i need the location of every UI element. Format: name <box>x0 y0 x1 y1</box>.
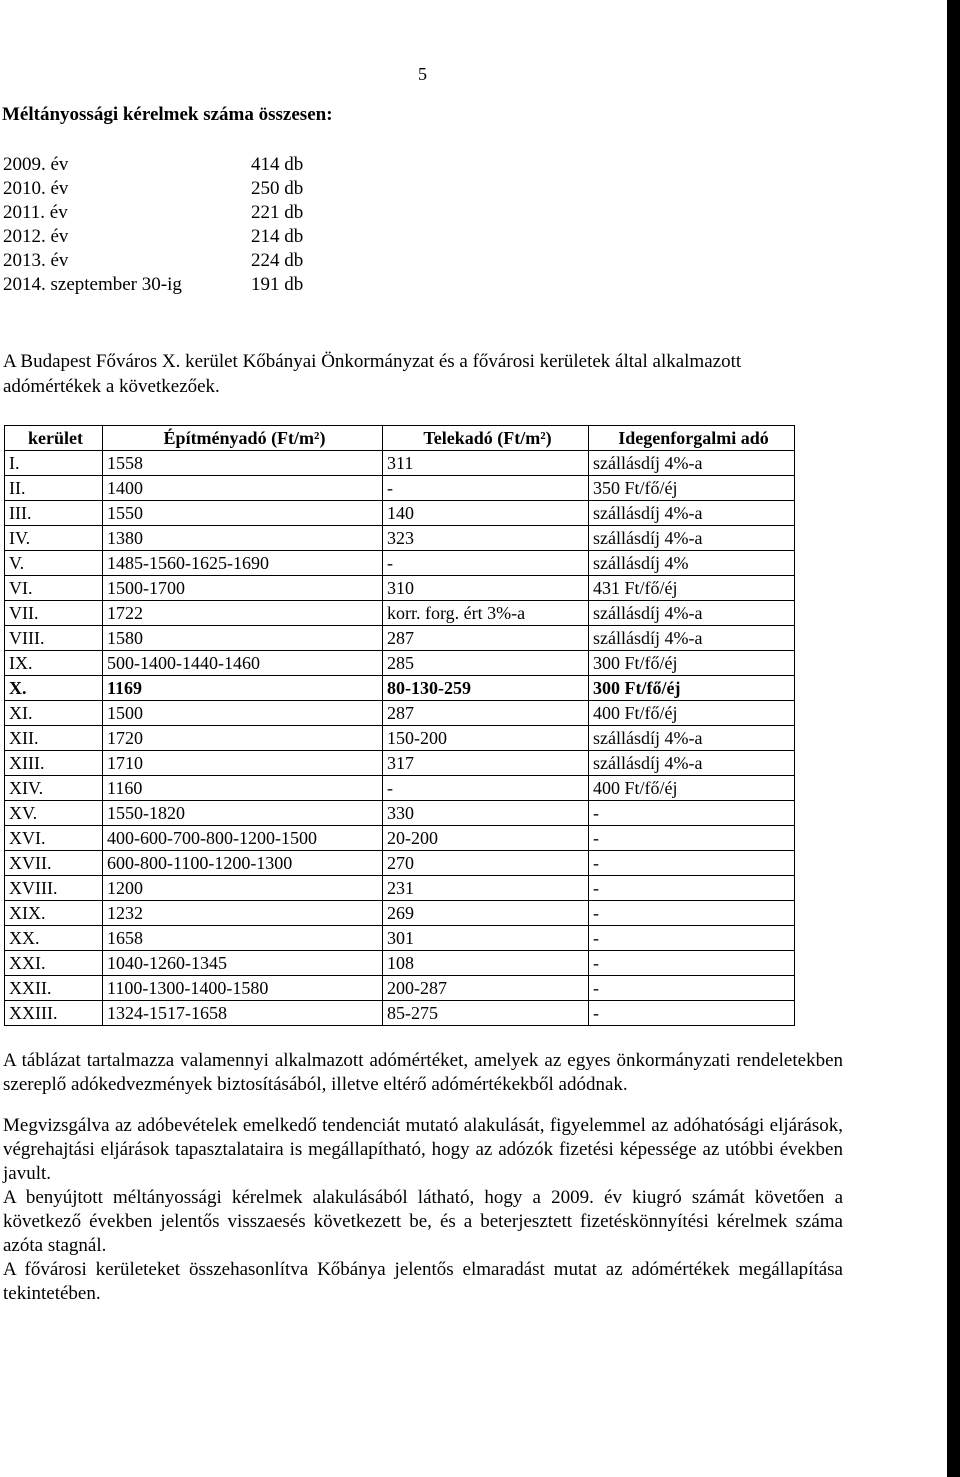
cell-tourism-tax: 431 Ft/fő/éj <box>589 576 795 601</box>
cell-tourism-tax: - <box>589 901 795 926</box>
cell-tourism-tax: szállásdíj 4%-a <box>589 526 795 551</box>
tax-rates-table <box>4 425 795 1026</box>
cell-land-tax: 20-200 <box>383 826 589 851</box>
cell-land-tax: 231 <box>383 876 589 901</box>
cell-tourism-tax: szállásdíj 4%-a <box>589 451 795 476</box>
stat-row <box>3 225 331 249</box>
cell-land-tax: 269 <box>383 901 589 926</box>
cell-building-tax: 1720 <box>103 726 383 751</box>
stat-row <box>3 273 331 297</box>
cell-tourism-tax: - <box>589 851 795 876</box>
cell-land-tax: 285 <box>383 651 589 676</box>
table-row <box>5 751 795 776</box>
table-row <box>5 601 795 626</box>
table-row <box>5 801 795 826</box>
cell-district: XVIII. <box>5 876 103 901</box>
cell-building-tax: 1232 <box>103 901 383 926</box>
table-row <box>5 726 795 751</box>
cell-tourism-tax: szállásdíj 4%-a <box>589 726 795 751</box>
table-row <box>5 876 795 901</box>
stat-value: 414 db <box>251 154 304 175</box>
cell-district: XXI. <box>5 951 103 976</box>
cell-district: XXIII. <box>5 1001 103 1026</box>
cell-land-tax: 108 <box>383 951 589 976</box>
cell-tourism-tax: 300 Ft/fő/éj <box>589 676 795 701</box>
stat-label: 2011. év <box>3 202 68 223</box>
cell-land-tax: 200-287 <box>383 976 589 1001</box>
cell-land-tax: 287 <box>383 626 589 651</box>
cell-tourism-tax: - <box>589 876 795 901</box>
cell-land-tax: 140 <box>383 501 589 526</box>
cell-building-tax: 1100-1300-1400-1580 <box>103 976 383 1001</box>
paragraph: Megvizsgálva az adóbevételek emelkedő tendenciát mutató alakulását, figyelemmel az adóhatósági eljárások, végrehajtási eljárások tapasztalataira is megállapítható, hogy az adózók fizetési képessége az utóbbi években javult. <box>3 1115 843 1184</box>
cell-land-tax: 301 <box>383 926 589 951</box>
cell-district: II. <box>5 476 103 501</box>
cell-building-tax: 1658 <box>103 926 383 951</box>
cell-tourism-tax: - <box>589 1001 795 1026</box>
cell-tourism-tax: szállásdíj 4%-a <box>589 601 795 626</box>
table-row <box>5 476 795 501</box>
cell-tourism-tax: szállásdíj 4% <box>589 551 795 576</box>
cell-building-tax: 1500 <box>103 701 383 726</box>
cell-building-tax: 1040-1260-1345 <box>103 951 383 976</box>
cell-land-tax: 270 <box>383 851 589 876</box>
cell-land-tax: 80-130-259 <box>383 676 589 701</box>
stat-value: 250 db <box>251 178 304 199</box>
cell-tourism-tax: - <box>589 801 795 826</box>
cell-building-tax: 1160 <box>103 776 383 801</box>
cell-district: XV. <box>5 801 103 826</box>
cell-district: XVI. <box>5 826 103 851</box>
cell-land-tax: 317 <box>383 751 589 776</box>
cell-district: XVII. <box>5 851 103 876</box>
cell-tourism-tax: 400 Ft/fő/éj <box>589 701 795 726</box>
table-row <box>5 576 795 601</box>
table-body <box>5 451 795 1026</box>
cell-district: XIX. <box>5 901 103 926</box>
body-text <box>3 1049 843 1306</box>
cell-tourism-tax: - <box>589 826 795 851</box>
cell-land-tax: 311 <box>383 451 589 476</box>
cell-district: VIII. <box>5 626 103 651</box>
table-row <box>5 901 795 926</box>
cell-district: IX. <box>5 651 103 676</box>
paragraph: A benyújtott méltányossági kérelmek alakulásából látható, hogy a 2009. év kiugró számát követően a következő években jelentős visszaesés következett be, és a beterjesztett fizetéskönnyítési kérelmek száma azóta stagnál. <box>3 1187 843 1256</box>
cell-district: III. <box>5 501 103 526</box>
cell-land-tax: - <box>383 776 589 801</box>
cell-district: V. <box>5 551 103 576</box>
cell-district: XIV. <box>5 776 103 801</box>
table-row <box>5 701 795 726</box>
cell-building-tax: 500-1400-1440-1460 <box>103 651 383 676</box>
cell-district: I. <box>5 451 103 476</box>
cell-building-tax: 1200 <box>103 876 383 901</box>
table-row <box>5 651 795 676</box>
cell-building-tax: 1169 <box>103 676 383 701</box>
table-row <box>5 626 795 651</box>
cell-building-tax: 1324-1517-1658 <box>103 1001 383 1026</box>
stat-value: 224 db <box>251 250 304 271</box>
cell-land-tax: - <box>383 551 589 576</box>
cell-tourism-tax: szállásdíj 4%-a <box>589 626 795 651</box>
table-row <box>5 676 795 701</box>
header-land-tax: Telekadó (Ft/m²) <box>383 426 589 451</box>
stat-value: 191 db <box>251 274 304 295</box>
cell-land-tax: 287 <box>383 701 589 726</box>
table-row <box>5 1001 795 1026</box>
stat-label: 2009. év <box>3 154 69 175</box>
cell-building-tax: 1722 <box>103 601 383 626</box>
cell-building-tax: 1550 <box>103 501 383 526</box>
cell-tourism-tax: 300 Ft/fő/éj <box>589 651 795 676</box>
paragraph: A táblázat tartalmazza valamennyi alkalmazott adómértéket, amelyek az egyes önkormányzati rendeletekben szereplő adókedvezmények biztosításából, illetve eltérő adómértékekből adódnak. <box>3 1050 843 1095</box>
cell-building-tax: 400-600-700-800-1200-1500 <box>103 826 383 851</box>
paragraph: A fővárosi kerületeket összehasonlítva Kőbánya jelentős elmaradást mutat az adómértékek megállapítása tekintetében. <box>3 1259 843 1304</box>
cell-district: XI. <box>5 701 103 726</box>
cell-district: VII. <box>5 601 103 626</box>
table-row <box>5 451 795 476</box>
cell-tourism-tax: - <box>589 951 795 976</box>
table-row <box>5 551 795 576</box>
cell-tourism-tax: szállásdíj 4%-a <box>589 501 795 526</box>
cell-building-tax: 1500-1700 <box>103 576 383 601</box>
table-row <box>5 776 795 801</box>
cell-district: XX. <box>5 926 103 951</box>
stat-label: 2014. szeptember 30-ig <box>3 274 182 295</box>
cell-building-tax: 1580 <box>103 626 383 651</box>
stat-label: 2012. év <box>3 226 69 247</box>
page-number: 5 <box>418 64 427 84</box>
cell-land-tax: 85-275 <box>383 1001 589 1026</box>
table-header-row <box>5 426 795 451</box>
cell-tourism-tax: 350 Ft/fő/éj <box>589 476 795 501</box>
table-row <box>5 501 795 526</box>
stat-label: 2013. év <box>3 250 69 271</box>
header-tourism-tax: Idegenforgalmi adó <box>589 426 795 451</box>
section-heading: Méltányossági kérelmek száma összesen: <box>2 104 333 125</box>
cell-tourism-tax: 400 Ft/fő/éj <box>589 776 795 801</box>
cell-building-tax: 1710 <box>103 751 383 776</box>
request-count-list <box>3 153 331 297</box>
header-district: kerület <box>5 426 103 451</box>
cell-building-tax: 600-800-1100-1200-1300 <box>103 851 383 876</box>
stat-row <box>3 177 331 201</box>
header-building-tax: Építményadó (Ft/m²) <box>103 426 383 451</box>
scan-edge-bar <box>947 0 960 1477</box>
cell-land-tax: korr. forg. ért 3%-a <box>383 601 589 626</box>
cell-district: X. <box>5 676 103 701</box>
stat-row <box>3 201 331 225</box>
table-row <box>5 926 795 951</box>
table-row <box>5 526 795 551</box>
cell-land-tax: 150-200 <box>383 726 589 751</box>
cell-building-tax: 1550-1820 <box>103 801 383 826</box>
cell-land-tax: - <box>383 476 589 501</box>
intro-paragraph: A Budapest Főváros X. kerület Kőbányai Önkormányzat és a fővárosi kerületek által alkalmazott adómértékek a következőek. <box>3 351 742 397</box>
table-row <box>5 851 795 876</box>
table-row <box>5 826 795 851</box>
stat-row <box>3 153 331 177</box>
table-row <box>5 951 795 976</box>
stat-label: 2010. év <box>3 178 69 199</box>
cell-district: XII. <box>5 726 103 751</box>
stat-value: 214 db <box>251 226 304 247</box>
cell-building-tax: 1485-1560-1625-1690 <box>103 551 383 576</box>
cell-district: IV. <box>5 526 103 551</box>
cell-district: XXII. <box>5 976 103 1001</box>
table-row <box>5 976 795 1001</box>
cell-tourism-tax: - <box>589 976 795 1001</box>
cell-building-tax: 1400 <box>103 476 383 501</box>
cell-tourism-tax: szállásdíj 4%-a <box>589 751 795 776</box>
stat-value: 221 db <box>251 202 304 223</box>
cell-land-tax: 323 <box>383 526 589 551</box>
stat-row <box>3 249 331 273</box>
cell-district: VI. <box>5 576 103 601</box>
cell-land-tax: 330 <box>383 801 589 826</box>
cell-land-tax: 310 <box>383 576 589 601</box>
cell-district: XIII. <box>5 751 103 776</box>
cell-building-tax: 1380 <box>103 526 383 551</box>
cell-tourism-tax: - <box>589 926 795 951</box>
cell-building-tax: 1558 <box>103 451 383 476</box>
